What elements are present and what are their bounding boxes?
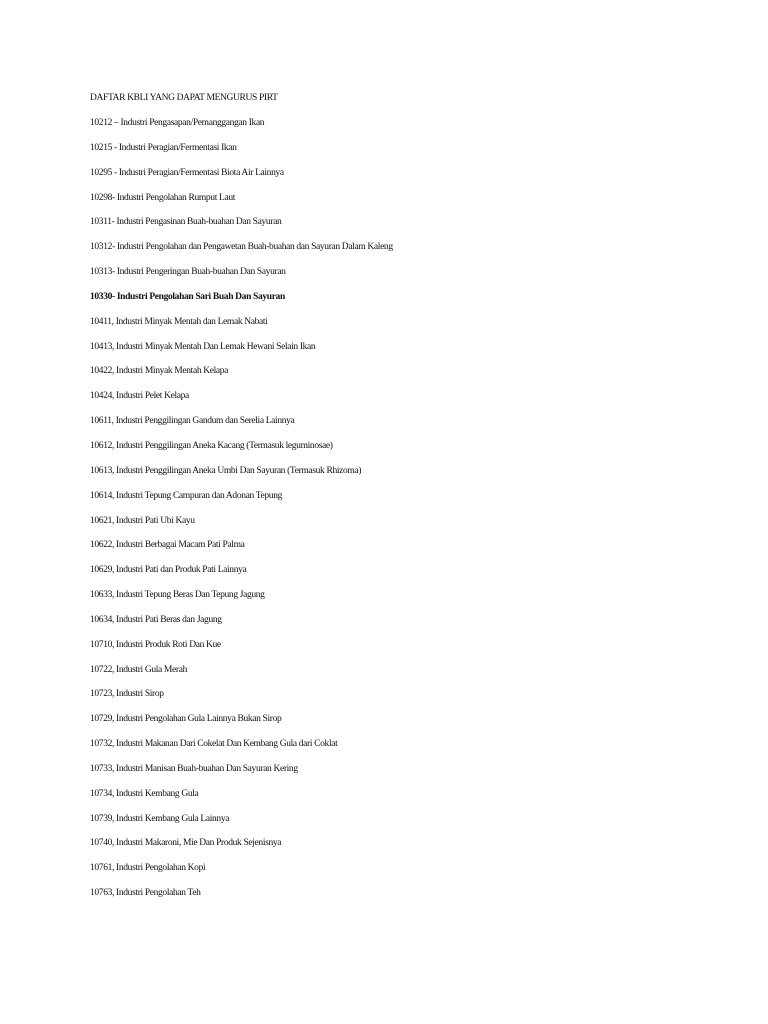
list-item: 10215 - Industri Peragian/Fermentasi Ikan [90,142,237,153]
list-item: 10621, Industri Pati Ubi Kayu [90,515,195,526]
list-item-bold: 10330- Industri Pengolahan Sari Buah Dan Sayuran [90,291,285,302]
list-item: 10723, Industri Sirop [90,689,164,700]
list-item: 10311- Industri Pengasinan Buah-buahan Dan Sayuran [90,217,282,228]
list-item: 10422, Industri Minyak Mentah Kelapa [90,366,229,377]
list-item: 10634, Industri Pati Beras dan Jagung [90,614,222,625]
list-item: 10729, Industri Pengolahan Gula Lainnya Bukan Sirop [90,714,282,725]
list-item: 10763, Industri Pengolahan Teh [90,888,201,899]
list-item: 10612, Industri Penggilingan Aneka Kacang (Termasuk leguminosae) [90,440,333,451]
list-item: 10629, Industri Pati dan Produk Pati Lainnya [90,565,247,576]
list-item: 10722, Industri Gula Merah [90,664,187,675]
list-item: 10739, Industri Kembang Gula Lainnya [90,813,230,824]
list-item: 10312- Industri Pengolahan dan Pengawetan Buah-buahan dan Sayuran Dalam Kaleng [90,242,393,253]
list-item: 10411, Industri Minyak Mentah dan Lemak Nabati [90,316,268,327]
list-item: 10622, Industri Berbagai Macam Pati Palma [90,540,245,551]
list-item: 10614, Industri Tepung Campuran dan Adonan Tepung [90,490,282,501]
list-item: 10298- Industri Pengolahan Rumput Laut [90,192,236,203]
list-item: 10313- Industri Pengeringan Buah-buahan Dan Sayuran [90,267,286,278]
list-item: 10732, Industri Makanan Dari Cokelat Dan Kembang Gula dari Coklat [90,739,338,750]
list-item: 10734, Industri Kembang Gula [90,788,199,799]
document-body [90,92,730,912]
kbli-list [90,117,730,899]
list-item: 10424, Industri Pelet Kelapa [90,391,189,402]
list-item: 10633, Industri Tepung Beras Dan Tepung Jagung [90,590,265,601]
list-item: 10413, Industri Minyak Mentah Dan Lemak Hewani Selain Ikan [90,341,316,352]
list-item: 10761, Industri Pengolahan Kopi [90,863,206,874]
list-item: 10611, Industri Penggilingan Gandum dan Serelia Lainnya [90,416,295,427]
document-title: DAFTAR KBLI YANG DAPAT MENGURUS PIRT [90,93,278,103]
list-item: 10295 - Industri Peragian/Fermentasi Biota Air Lainnya [90,167,284,178]
list-item: 10212 – Industri Pengasapan/Pemanggangan Ikan [90,118,265,128]
list-item: 10710, Industri Produk Roti Dan Kue [90,639,221,650]
list-item: 10733, Industri Manisan Buah-buahan Dan Sayuran Kering [90,763,298,774]
list-item: 10740, Industri Makaroni, Mie Dan Produk Sejenisnya [90,838,282,849]
list-item: 10613, Industri Penggilingan Aneka Umbi Dan Sayuran (Termasuk Rhizoma) [90,465,362,476]
